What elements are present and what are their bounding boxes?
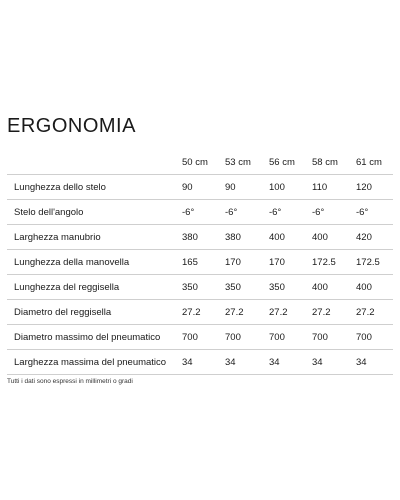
column-header: 50 cm [182, 157, 208, 168]
row-label: Lunghezza del reggisella [14, 282, 120, 293]
table-cell: 700 [225, 332, 241, 343]
table-cell: 34 [356, 357, 367, 368]
table-cell: 380 [225, 232, 241, 243]
table-cell: 165 [182, 257, 198, 268]
table-cell: 110 [312, 182, 328, 193]
page-title: ERGONOMIA [7, 115, 136, 137]
column-header: 53 cm [225, 157, 251, 168]
table-cell: 700 [182, 332, 198, 343]
table-row [7, 200, 393, 225]
table-cell: 400 [312, 232, 328, 243]
row-label: Larghezza massima del pneumatico [14, 357, 167, 368]
table-cell: 34 [225, 357, 236, 368]
table-cell: 34 [182, 357, 193, 368]
footnote: Tutti i dati sono espressi in millimetri o gradi [7, 378, 133, 385]
table-cell: 380 [182, 232, 198, 243]
table-cell: 700 [356, 332, 372, 343]
table-cell: 700 [312, 332, 328, 343]
row-label: Lunghezza della manovella [14, 257, 130, 268]
table-cell: 170 [269, 257, 285, 268]
row-label: Stelo dell'angolo [14, 207, 84, 218]
table-header-row [7, 150, 393, 175]
table-cell: 27.2 [356, 307, 375, 318]
table-cell: -6° [356, 207, 369, 218]
table-cell: 350 [269, 282, 285, 293]
table-row [7, 250, 393, 275]
table-row [7, 300, 393, 325]
table-cell: 170 [225, 257, 241, 268]
table-cell: 34 [312, 357, 323, 368]
table-cell: 400 [269, 232, 285, 243]
table-cell: 172.5 [356, 257, 380, 268]
table-cell: -6° [312, 207, 325, 218]
table-cell: -6° [225, 207, 238, 218]
table-row [7, 175, 393, 200]
ergonomics-table [7, 150, 393, 375]
table-cell: 420 [356, 232, 372, 243]
table-cell: 90 [225, 182, 236, 193]
table-cell: -6° [269, 207, 282, 218]
table-cell: 27.2 [269, 307, 288, 318]
table-cell: 34 [269, 357, 280, 368]
table-cell: 172.5 [312, 257, 336, 268]
table-cell: 120 [356, 182, 372, 193]
table-cell: 27.2 [312, 307, 331, 318]
column-header: 56 cm [269, 157, 295, 168]
row-label: Lunghezza dello stelo [14, 182, 106, 193]
table-cell: 27.2 [225, 307, 244, 318]
table-cell: 350 [225, 282, 241, 293]
row-label: Diametro del reggisella [14, 307, 112, 318]
table-cell: 400 [312, 282, 328, 293]
table-cell: 27.2 [182, 307, 201, 318]
table-row [7, 325, 393, 350]
column-header: 58 cm [312, 157, 338, 168]
table-cell: 90 [182, 182, 193, 193]
row-label: Diametro massimo del pneumatico [14, 332, 161, 343]
column-header: 61 cm [356, 157, 382, 168]
table-cell: 100 [269, 182, 285, 193]
table-cell: 700 [269, 332, 285, 343]
table-row [7, 225, 393, 250]
table-row [7, 275, 393, 300]
table-cell: -6° [182, 207, 195, 218]
table-row [7, 350, 393, 375]
row-label: Larghezza manubrio [14, 232, 101, 243]
table-cell: 350 [182, 282, 198, 293]
table-cell: 400 [356, 282, 372, 293]
